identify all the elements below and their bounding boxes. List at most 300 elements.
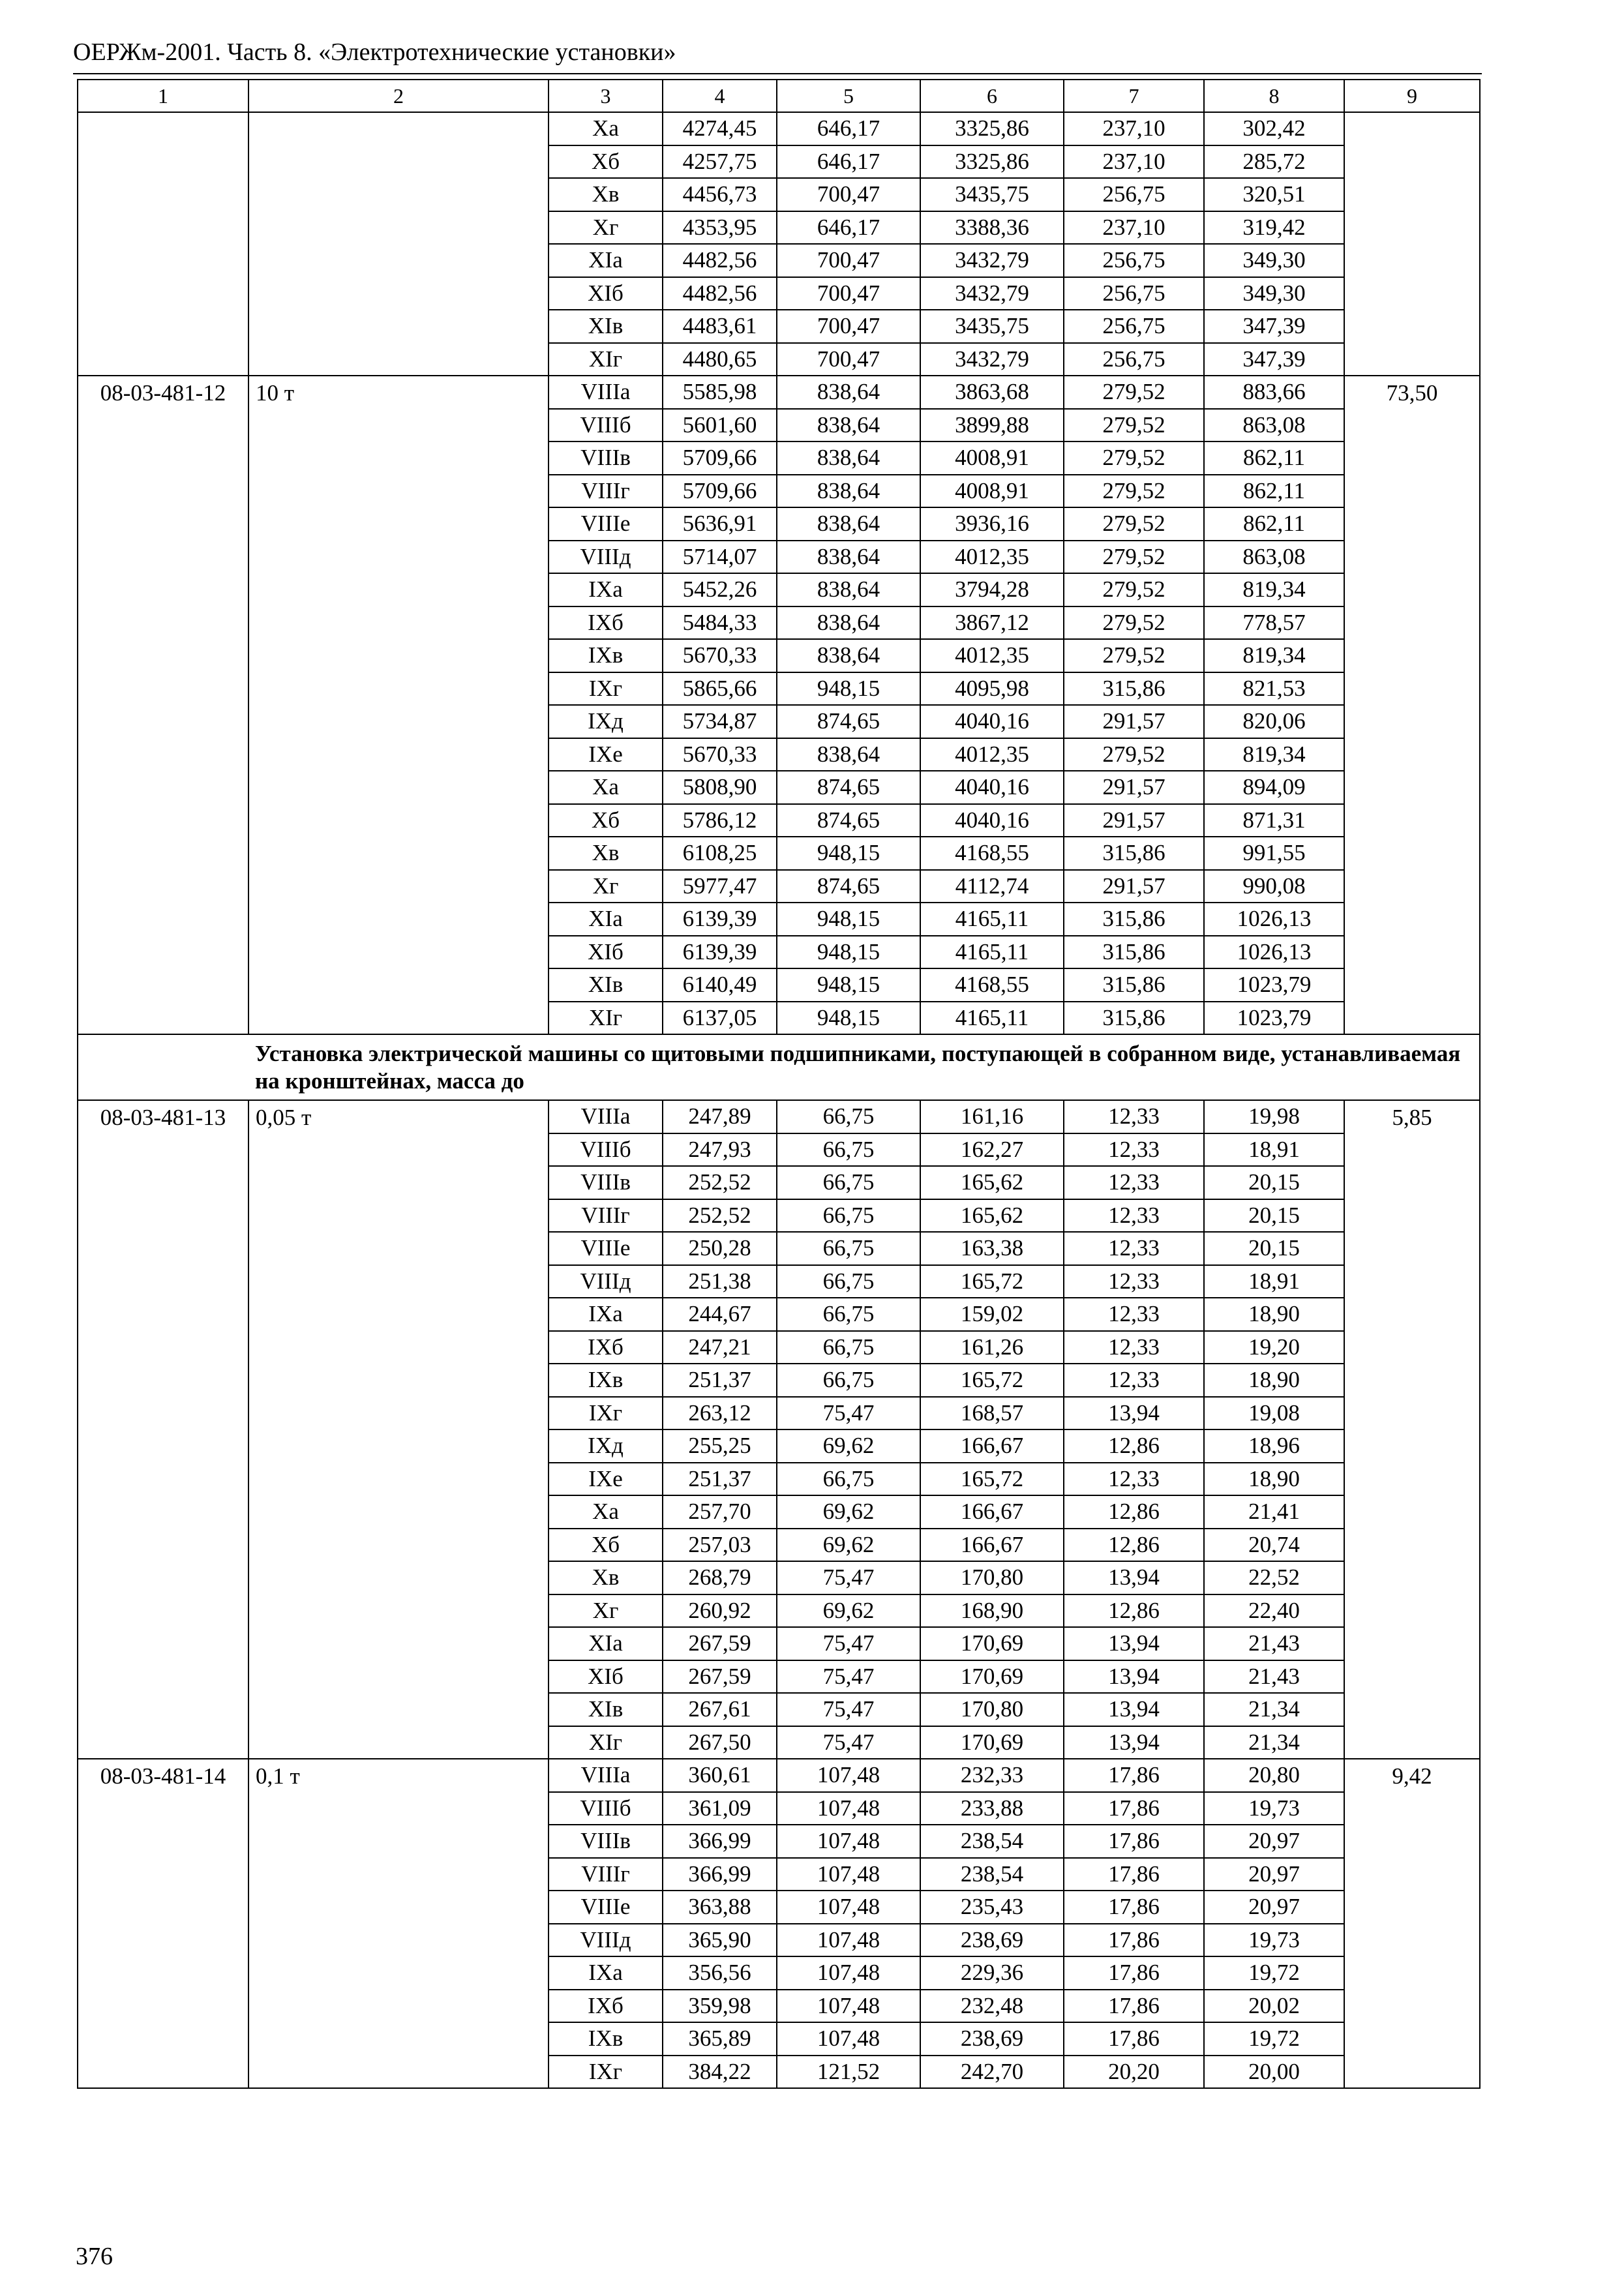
value-cell: 75,47 [777,1660,920,1694]
value-cell: 17,86 [1064,1825,1204,1858]
value-cell: 838,64 [777,606,920,640]
value-cell: 315,86 [1064,936,1204,969]
value-cell: 315,86 [1064,903,1204,936]
value-cell: 20,97 [1204,1858,1344,1891]
value-cell: 838,64 [777,639,920,672]
value-cell: 948,15 [777,672,920,706]
value-cell: 251,38 [663,1265,777,1298]
value-cell: 3432,79 [920,277,1064,310]
value-cell: 20,20 [1064,2056,1204,2089]
value-cell: 5670,33 [663,639,777,672]
value-cell: 252,52 [663,1199,777,1233]
value-cell: 18,96 [1204,1429,1344,1463]
value-cell: 19,98 [1204,1100,1344,1133]
value-cell: 66,75 [777,1364,920,1397]
value-cell: 4008,91 [920,441,1064,475]
value-cell: 107,48 [777,1956,920,1990]
value-cell: 874,65 [777,771,920,804]
value-cell: 3388,36 [920,211,1064,245]
value-cell: 244,67 [663,1298,777,1331]
value-cell: 700,47 [777,343,920,376]
value-cell: 66,75 [777,1133,920,1167]
value-cell: 237,10 [1064,211,1204,245]
value-cell: 315,86 [1064,672,1204,706]
value-cell: 20,97 [1204,1891,1344,1924]
value-cell: 315,86 [1064,968,1204,1002]
value-cell: 821,53 [1204,672,1344,706]
value-cell: 161,26 [920,1331,1064,1364]
zone-cell: XIг [549,343,663,376]
value-cell: 66,75 [777,1463,920,1496]
value-cell: 165,72 [920,1265,1064,1298]
rate-value: 9,42 [1344,1759,1480,2088]
value-cell: 166,67 [920,1529,1064,1562]
value-cell: 18,90 [1204,1298,1344,1331]
value-cell: 121,52 [777,2056,920,2089]
value-cell: 6139,39 [663,903,777,936]
value-cell: 5786,12 [663,804,777,837]
value-cell: 948,15 [777,1002,920,1035]
value-cell: 17,86 [1064,1792,1204,1825]
value-cell: 165,72 [920,1364,1064,1397]
header-rule [73,73,1482,74]
zone-cell: IXв [549,639,663,672]
value-cell: 363,88 [663,1891,777,1924]
zone-cell: VIIIб [549,409,663,442]
value-cell: 66,75 [777,1265,920,1298]
value-cell: 252,52 [663,1166,777,1199]
mass-label [248,112,549,376]
column-header: 8 [1204,80,1344,112]
value-cell: 365,89 [663,2022,777,2056]
value-cell: 5865,66 [663,672,777,706]
value-cell: 18,91 [1204,1265,1344,1298]
value-cell: 3435,75 [920,178,1064,211]
value-cell: 17,86 [1064,1858,1204,1891]
zone-cell: IXд [549,705,663,738]
value-cell: 13,94 [1064,1693,1204,1726]
zone-cell: IXг [549,2056,663,2089]
value-cell: 66,75 [777,1100,920,1133]
value-cell: 820,06 [1204,705,1344,738]
value-cell: 268,79 [663,1561,777,1594]
table-row [78,1100,1480,1133]
zone-cell: VIIIб [549,1133,663,1167]
value-cell: 66,75 [777,1166,920,1199]
zone-cell: XIг [549,1002,663,1035]
value-cell: 12,33 [1064,1133,1204,1167]
value-cell: 256,75 [1064,310,1204,343]
value-cell: 6108,25 [663,837,777,870]
value-cell: 4456,73 [663,178,777,211]
value-cell: 20,80 [1204,1759,1344,1792]
zone-cell: Xб [549,145,663,179]
value-cell: 838,64 [777,573,920,606]
rate-code [78,112,248,376]
value-cell: 107,48 [777,1924,920,1957]
value-cell: 291,57 [1064,870,1204,903]
section-blank-cell [78,1034,248,1100]
value-cell: 948,15 [777,903,920,936]
column-header: 6 [920,80,1064,112]
value-cell: 159,02 [920,1298,1064,1331]
zone-cell: IXд [549,1429,663,1463]
value-cell: 170,69 [920,1660,1064,1694]
table-body [78,80,1480,2088]
value-cell: 260,92 [663,1594,777,1628]
column-header: 4 [663,80,777,112]
rate-code: 08-03-481-13 [78,1100,248,1759]
value-cell: 170,80 [920,1693,1064,1726]
value-cell: 22,52 [1204,1561,1344,1594]
value-cell: 12,33 [1064,1265,1204,1298]
value-cell: 256,75 [1064,343,1204,376]
column-header: 7 [1064,80,1204,112]
value-cell: 13,94 [1064,1561,1204,1594]
value-cell: 257,03 [663,1529,777,1562]
value-cell: 646,17 [777,211,920,245]
zone-cell: VIIIе [549,1891,663,1924]
value-cell: 107,48 [777,2022,920,2056]
value-cell: 257,70 [663,1495,777,1529]
zone-cell: Xв [549,178,663,211]
value-cell: 75,47 [777,1693,920,1726]
value-cell: 20,15 [1204,1166,1344,1199]
value-cell: 21,41 [1204,1495,1344,1529]
zone-cell: Xa [549,771,663,804]
column-header: 2 [248,80,549,112]
value-cell: 13,94 [1064,1397,1204,1430]
value-cell: 4482,56 [663,277,777,310]
column-header: 9 [1344,80,1480,112]
value-cell: 107,48 [777,1825,920,1858]
value-cell: 4168,55 [920,837,1064,870]
value-cell: 17,86 [1064,1924,1204,1957]
value-cell: 3936,16 [920,507,1064,541]
value-cell: 1026,13 [1204,903,1344,936]
value-cell: 838,64 [777,475,920,508]
zone-cell: Xг [549,870,663,903]
value-cell: 168,57 [920,1397,1064,1430]
zone-cell: IXa [549,1956,663,1990]
value-cell: 359,98 [663,1990,777,2023]
zone-cell: Xв [549,837,663,870]
value-cell: 4040,16 [920,771,1064,804]
value-cell: 20,00 [1204,2056,1344,2089]
value-cell: 66,75 [777,1298,920,1331]
value-cell: 233,88 [920,1792,1064,1825]
value-cell: 874,65 [777,705,920,738]
value-cell: 170,80 [920,1561,1064,1594]
value-cell: 991,55 [1204,837,1344,870]
value-cell: 646,17 [777,145,920,179]
value-cell: 819,34 [1204,639,1344,672]
value-cell: 237,10 [1064,145,1204,179]
zone-cell: Xг [549,1594,663,1628]
zone-cell: IXе [549,738,663,771]
value-cell: 279,52 [1064,738,1204,771]
value-cell: 4165,11 [920,903,1064,936]
value-cell: 279,52 [1064,573,1204,606]
section-row [78,1034,1480,1100]
value-cell: 5709,66 [663,475,777,508]
value-cell: 69,62 [777,1495,920,1529]
value-cell: 166,67 [920,1495,1064,1529]
value-cell: 4012,35 [920,541,1064,574]
zone-cell: VIIIг [549,1858,663,1891]
zone-cell: Xг [549,211,663,245]
value-cell: 18,90 [1204,1364,1344,1397]
value-cell: 13,94 [1064,1660,1204,1694]
value-cell: 349,30 [1204,244,1344,277]
value-cell: 263,12 [663,1397,777,1430]
value-cell: 170,69 [920,1726,1064,1759]
value-cell: 279,52 [1064,639,1204,672]
value-cell: 279,52 [1064,541,1204,574]
value-cell: 347,39 [1204,310,1344,343]
zone-cell: XIг [549,1726,663,1759]
value-cell: 279,52 [1064,475,1204,508]
value-cell: 166,67 [920,1429,1064,1463]
zone-cell: XIб [549,277,663,310]
value-cell: 69,62 [777,1429,920,1463]
value-cell: 163,38 [920,1232,1064,1265]
zone-cell: IXб [549,1331,663,1364]
column-header-row [78,80,1480,112]
value-cell: 285,72 [1204,145,1344,179]
value-cell: 12,33 [1064,1331,1204,1364]
value-cell: 75,47 [777,1627,920,1660]
zone-cell: VIIIa [549,1759,663,1792]
value-cell: 5452,26 [663,573,777,606]
zone-cell: IXa [549,573,663,606]
table-row [78,1759,1480,1792]
zone-cell: IXв [549,1364,663,1397]
value-cell: 349,30 [1204,277,1344,310]
value-cell: 162,27 [920,1133,1064,1167]
zone-cell: VIIIе [549,507,663,541]
column-header: 1 [78,80,248,112]
value-cell: 838,64 [777,441,920,475]
value-cell: 247,93 [663,1133,777,1167]
table-row [78,112,1480,145]
column-header: 5 [777,80,920,112]
page-header: ОЕРЖм-2001. Часть 8. «Электротехнические установки» [73,38,676,66]
value-cell: 12,33 [1064,1232,1204,1265]
value-cell: 291,57 [1064,705,1204,738]
value-cell: 22,40 [1204,1594,1344,1628]
value-cell: 256,75 [1064,277,1204,310]
value-cell: 361,09 [663,1792,777,1825]
value-cell: 75,47 [777,1726,920,1759]
value-cell: 21,34 [1204,1693,1344,1726]
zone-cell: Xб [549,1529,663,1562]
value-cell: 107,48 [777,1759,920,1792]
value-cell: 238,69 [920,2022,1064,2056]
value-cell: 21,34 [1204,1726,1344,1759]
zone-cell: VIIIв [549,441,663,475]
value-cell: 20,15 [1204,1199,1344,1233]
value-cell: 874,65 [777,804,920,837]
value-cell: 66,75 [777,1232,920,1265]
value-cell: 279,52 [1064,376,1204,409]
value-cell: 700,47 [777,310,920,343]
value-cell: 12,33 [1064,1463,1204,1496]
zone-cell: Xв [549,1561,663,1594]
value-cell: 4040,16 [920,804,1064,837]
value-cell: 4112,74 [920,870,1064,903]
zone-cell: VIIIб [549,1792,663,1825]
value-cell: 4165,11 [920,936,1064,969]
value-cell: 165,62 [920,1166,1064,1199]
value-cell: 267,61 [663,1693,777,1726]
zone-cell: VIIIд [549,1924,663,1957]
value-cell: 255,25 [663,1429,777,1463]
value-cell: 19,08 [1204,1397,1344,1430]
value-cell: 3794,28 [920,573,1064,606]
value-cell: 12,86 [1064,1495,1204,1529]
zone-cell: XIб [549,1660,663,1694]
value-cell: 838,64 [777,507,920,541]
value-cell: 366,99 [663,1858,777,1891]
mass-label: 0,1 т [248,1759,549,2088]
value-cell: 12,33 [1064,1166,1204,1199]
value-cell: 238,69 [920,1924,1064,1957]
value-cell: 3867,12 [920,606,1064,640]
zone-cell: VIIIв [549,1166,663,1199]
value-cell: 863,08 [1204,409,1344,442]
value-cell: 315,86 [1064,837,1204,870]
zone-cell: XIв [549,310,663,343]
value-cell: 75,47 [777,1397,920,1430]
value-cell: 21,43 [1204,1627,1344,1660]
value-cell: 13,94 [1064,1726,1204,1759]
value-cell: 107,48 [777,1858,920,1891]
table-row [78,376,1480,409]
value-cell: 319,42 [1204,211,1344,245]
value-cell: 4165,11 [920,1002,1064,1035]
zone-cell: XIa [549,1627,663,1660]
value-cell: 6140,49 [663,968,777,1002]
zone-cell: XIб [549,936,663,969]
value-cell: 66,75 [777,1331,920,1364]
zone-cell: XIa [549,903,663,936]
value-cell: 19,73 [1204,1924,1344,1957]
value-cell: 838,64 [777,376,920,409]
value-cell: 4008,91 [920,475,1064,508]
value-cell: 948,15 [777,968,920,1002]
page-number: 376 [76,2243,113,2270]
value-cell: 360,61 [663,1759,777,1792]
value-cell: 4040,16 [920,705,1064,738]
rate-code: 08-03-481-12 [78,376,248,1034]
value-cell: 5585,98 [663,376,777,409]
value-cell: 165,72 [920,1463,1064,1496]
value-cell: 5484,33 [663,606,777,640]
value-cell: 700,47 [777,244,920,277]
value-cell: 5734,87 [663,705,777,738]
zone-cell: IXa [549,1298,663,1331]
zone-cell: Xa [549,112,663,145]
value-cell: 4480,65 [663,343,777,376]
zone-cell: VIIIе [549,1232,663,1265]
zone-cell: VIIIa [549,376,663,409]
value-cell: 871,31 [1204,804,1344,837]
zone-cell: Xб [549,804,663,837]
value-cell: 17,86 [1064,2022,1204,2056]
rate-value: 73,50 [1344,376,1480,1034]
value-cell: 267,59 [663,1660,777,1694]
value-cell: 862,11 [1204,507,1344,541]
value-cell: 19,20 [1204,1331,1344,1364]
value-cell: 3899,88 [920,409,1064,442]
value-cell: 12,86 [1064,1529,1204,1562]
value-cell: 21,43 [1204,1660,1344,1694]
value-cell: 247,89 [663,1100,777,1133]
value-cell: 990,08 [1204,870,1344,903]
value-cell: 75,47 [777,1561,920,1594]
zone-cell: XIa [549,244,663,277]
value-cell: 107,48 [777,1990,920,2023]
value-cell: 819,34 [1204,738,1344,771]
value-cell: 778,57 [1204,606,1344,640]
value-cell: 4274,45 [663,112,777,145]
value-cell: 235,43 [920,1891,1064,1924]
value-cell: 250,28 [663,1232,777,1265]
value-cell: 12,33 [1064,1199,1204,1233]
value-cell: 279,52 [1064,507,1204,541]
value-cell: 320,51 [1204,178,1344,211]
value-cell: 838,64 [777,738,920,771]
value-cell: 19,72 [1204,1956,1344,1990]
value-cell: 700,47 [777,277,920,310]
value-cell: 384,22 [663,2056,777,2089]
value-cell: 700,47 [777,178,920,211]
value-cell: 4168,55 [920,968,1064,1002]
value-cell: 238,54 [920,1858,1064,1891]
value-cell: 165,62 [920,1199,1064,1233]
zone-cell: VIIIд [549,1265,663,1298]
section-title: Установка электрической машины со щитовыми подшипниками, поступающей в собранном виде, устанавливаемая на кронштейнах, масса до [248,1034,1480,1100]
value-cell: 20,97 [1204,1825,1344,1858]
value-cell: 6139,39 [663,936,777,969]
value-cell: 1023,79 [1204,968,1344,1002]
value-cell: 12,33 [1064,1364,1204,1397]
value-cell: 4483,61 [663,310,777,343]
value-cell: 4353,95 [663,211,777,245]
value-cell: 4095,98 [920,672,1064,706]
value-cell: 948,15 [777,837,920,870]
value-cell: 838,64 [777,541,920,574]
value-cell: 237,10 [1064,112,1204,145]
value-cell: 12,33 [1064,1298,1204,1331]
value-cell: 107,48 [777,1792,920,1825]
zone-cell: IXб [549,1990,663,2023]
value-cell: 5709,66 [663,441,777,475]
value-cell: 242,70 [920,2056,1064,2089]
value-cell: 894,09 [1204,771,1344,804]
value-cell: 5670,33 [663,738,777,771]
zone-cell: IXг [549,672,663,706]
value-cell: 862,11 [1204,441,1344,475]
zone-cell: IXб [549,606,663,640]
zone-cell: XIв [549,1693,663,1726]
value-cell: 19,73 [1204,1792,1344,1825]
mass-label: 0,05 т [248,1100,549,1759]
value-cell: 4012,35 [920,738,1064,771]
column-header: 3 [549,80,663,112]
value-cell: 1026,13 [1204,936,1344,969]
